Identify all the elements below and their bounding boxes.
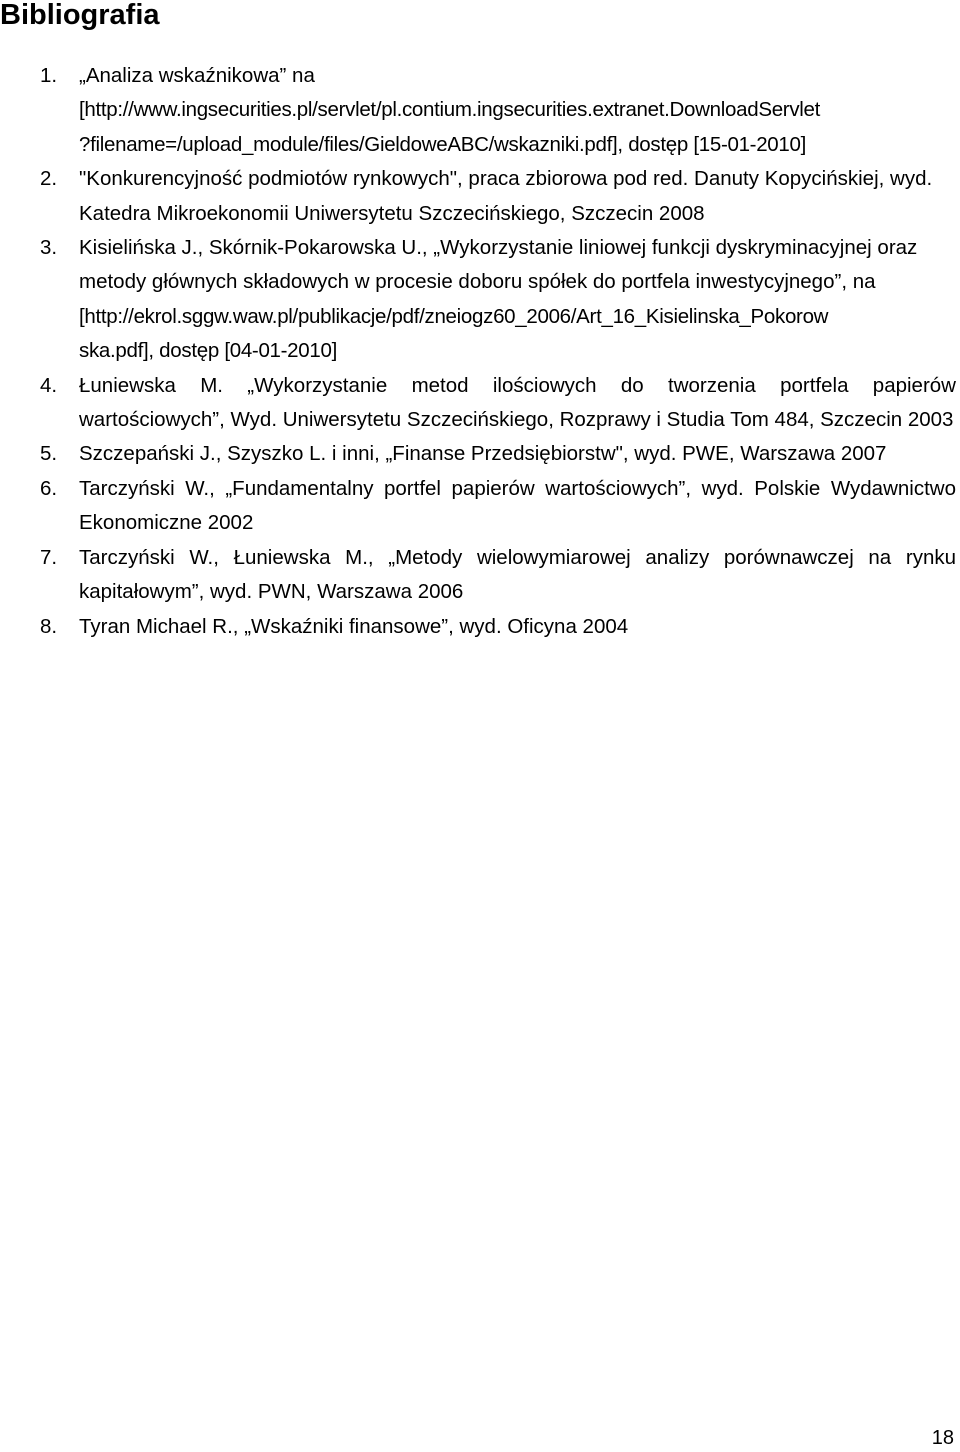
entry-number: 6. [40, 476, 58, 500]
bibliography-entry-3 [40, 231, 956, 369]
entry-number: 4. [40, 373, 58, 397]
page-number: 18 [931, 1427, 954, 1449]
entry-content [79, 231, 956, 369]
page-title: Bibliografia [0, 0, 160, 31]
bibliography-entry-7 [40, 541, 956, 610]
bibliography-list [40, 59, 956, 644]
entry-number: 2. [40, 167, 58, 191]
entry-url-line: ska.pdf], dostęp [04-01-2010] [79, 339, 337, 363]
entry-url-line: ?filename=/upload_module/files/GieldoweABC/wskazniki.pdf], dostęp [15-01-2010] [79, 132, 807, 156]
entry-number: 8. [40, 614, 58, 638]
entry-text: Tarczyński W., „Fundamentalny portfel papierów wartościowych”, wyd. Polskie Wydawnictwo Ekonomiczne 2002 [79, 476, 956, 535]
entry-content [79, 59, 956, 162]
entry-number: 7. [40, 545, 58, 569]
entry-text: Szczepański J., Szyszko L. i inni, „Finanse Przedsiębiorstw", wyd. PWE, Warszawa 2007 [79, 442, 887, 466]
bibliography-entry-1 [40, 59, 956, 162]
entry-url-line: [http://www.ingsecurities.pl/servlet/pl.contium.ingsecurities.extranet.DownloadServlet [79, 98, 821, 122]
entry-text: Kisielińska J., Skórnik-Pokarowska U., „Wykorzystanie liniowej funkcji dyskryminacyjnej oraz metody głównych składowych w procesie doboru spółek do portfela inwestycyjnego”, na [79, 236, 918, 294]
bibliography-entry-5 [40, 437, 956, 471]
entry-number: 1. [40, 64, 58, 87]
bibliography-entry-6 [40, 472, 956, 541]
entry-url-line: [http://ekrol.sggw.waw.pl/publikacje/pdf/zneiogz60_2006/Art_16_Kisielinska_Pokorow [79, 304, 829, 328]
bibliography-entry-2 [40, 162, 956, 231]
entry-number: 3. [40, 236, 58, 260]
bibliography-entry-4 [40, 369, 956, 438]
entry-number: 5. [40, 442, 58, 466]
entry-title: „Analiza wskaźnikowa” na [79, 64, 315, 87]
entry-text: Tarczyński W., Łuniewska M., „Metody wielowymiarowej analizy porównawczej na rynku kapitałowym”, wyd. PWN, Warszawa 2006 [79, 545, 956, 604]
bibliography-entry-8 [40, 610, 956, 644]
entry-text: Tyran Michael R., „Wskaźniki finansowe”, wyd. Oficyna 2004 [79, 614, 629, 638]
entry-text: Łuniewska M. „Wykorzystanie metod ilościowych do tworzenia portfela papierów wartościowych”, Wyd. Uniwersytetu Szczecińskiego, Rozprawy i Studia Tom 484, Szczecin 2003 [79, 373, 956, 432]
entry-text: "Konkurencyjność podmiotów rynkowych", praca zbiorowa pod red. Danuty Kopycińskiej, wyd. Katedra Mikroekonomii Uniwersytetu Szczecińskiego, Szczecin 2008 [79, 167, 933, 225]
